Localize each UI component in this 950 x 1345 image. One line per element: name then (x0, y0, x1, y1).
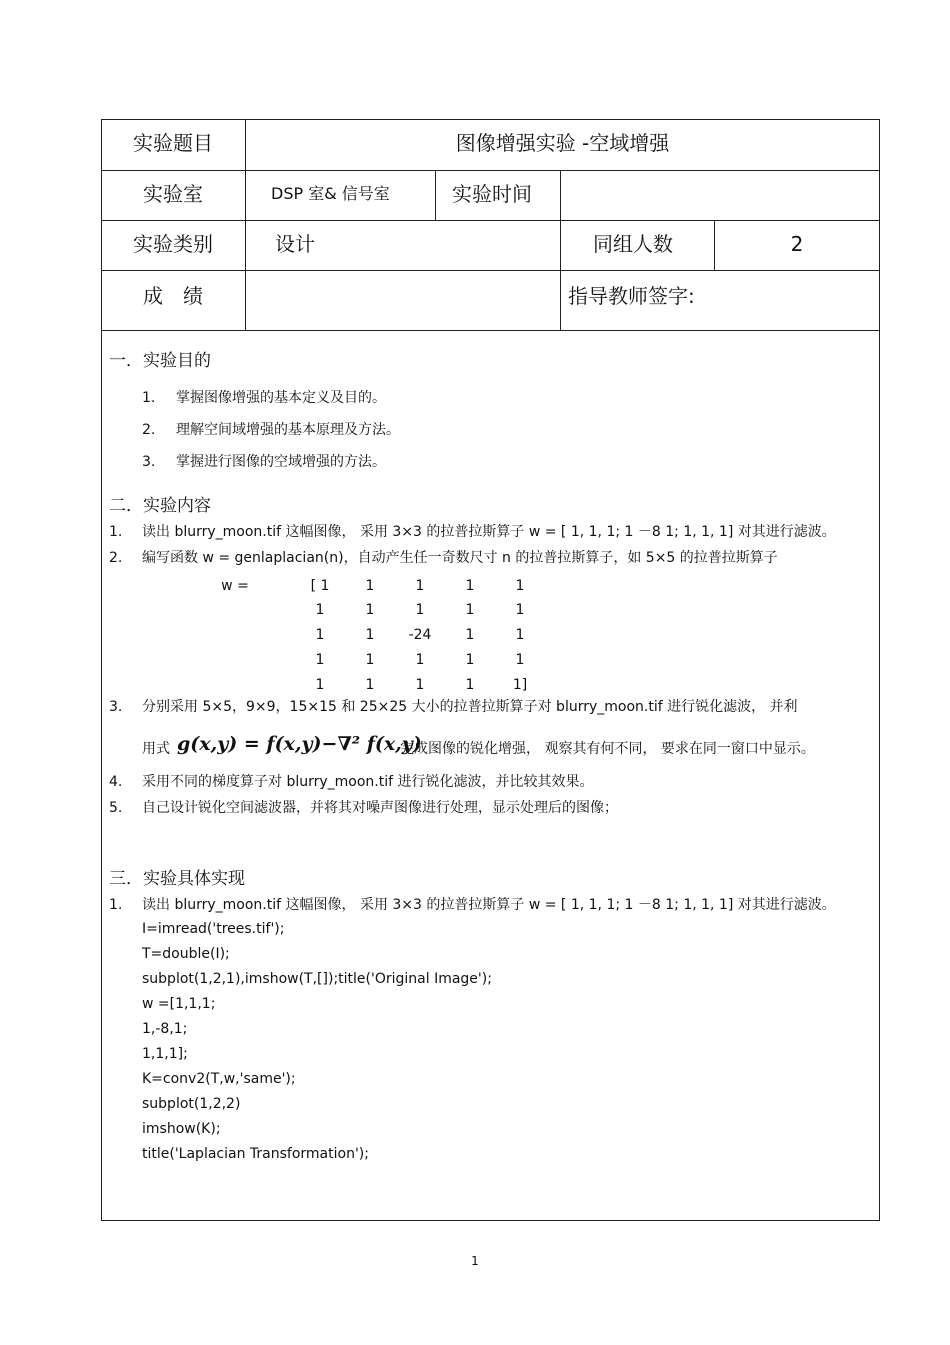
matrix-cell: 1 (415, 677, 425, 693)
matrix-cell: 1 (365, 677, 375, 693)
list-item: 理解空间域增强的基本原理及方法。 (176, 422, 400, 438)
time-label: 实验时间 (452, 182, 532, 206)
list-item-number: 1. (109, 897, 123, 913)
category-label: 实验类别 (133, 232, 213, 256)
code-line: I=imread('trees.tif'); (142, 921, 285, 937)
code-line: w =[1,1,1; (142, 996, 216, 1012)
matrix-cell: 1 (515, 627, 525, 643)
section3-heading: 三．实验具体实现 (109, 869, 245, 889)
matrix-cell: 1 (515, 652, 525, 668)
matrix-cell: 1 (465, 602, 475, 618)
matrix-cell: 1 (365, 652, 375, 668)
report-frame (101, 119, 880, 1221)
table-divider (435, 170, 436, 220)
sharpening-formula: g(x,y) = f(x,y)−∇² f(x,y) (177, 733, 422, 755)
code-line: subplot(1,2,2) (142, 1096, 241, 1112)
section2-heading: 二．实验内容 (109, 496, 211, 516)
code-line: title('Laplacian Transformation'); (142, 1146, 369, 1162)
table-divider (101, 330, 880, 331)
code-line: K=conv2(T,w,'same'); (142, 1071, 296, 1087)
group-value: 2 (790, 232, 804, 256)
matrix-cell: 1 (415, 602, 425, 618)
category-value: 设计 (275, 232, 315, 256)
code-line: T=double(I); (142, 946, 230, 962)
matrix-cell: 1 (365, 602, 375, 618)
list-item: 掌握图像增强的基本定义及目的。 (176, 390, 386, 406)
title-label: 实验题目 (133, 131, 213, 155)
grade-label: 成 绩 (143, 284, 203, 308)
matrix-cell: 1 (465, 677, 475, 693)
code-line: imshow(K); (142, 1121, 221, 1137)
section1-heading: 一．实验目的 (109, 351, 211, 371)
matrix-cell: 1 (315, 652, 325, 668)
code-line: 1,-8,1; (142, 1021, 188, 1037)
matrix-label: w = (221, 578, 249, 594)
list-item-number: 5. (109, 800, 123, 816)
matrix-cell: 1 (415, 652, 425, 668)
lab-label: 实验室 (143, 182, 203, 206)
list-item: 采用不同的梯度算子对 blurry_moon.tif 进行锐化滤波，并比较其效果。 (142, 774, 594, 790)
list-item: 读出 blurry_moon.tif 这幅图像， 采用 3×3 的拉普拉斯算子 w = [ 1, 1, 1; 1 －8 1; 1, 1, 1] 对其进行滤波。 (142, 524, 836, 540)
list-item: 自己设计锐化空间滤波器，并将其对噪声图像进行处理，显示处理后的图像； (142, 800, 618, 816)
list-item: 读出 blurry_moon.tif 这幅图像， 采用 3×3 的拉普拉斯算子 w = [ 1, 1, 1; 1 －8 1; 1, 1, 1] 对其进行滤波。 (142, 897, 836, 913)
matrix-cell: 1 (465, 652, 475, 668)
lab-value: DSP 室& 信号室 (271, 184, 390, 203)
matrix-cell: 1 (465, 627, 475, 643)
matrix-cell: 1 (365, 578, 375, 594)
list-item-number: 1. (109, 524, 123, 540)
code-line: subplot(1,2,1),imshow(T,[]);title('Original Image'); (142, 971, 492, 987)
matrix-cell: [ 1 (310, 578, 330, 594)
matrix-cell: 1 (315, 677, 325, 693)
teacher-signature-label: 指导教师签字: (568, 284, 695, 308)
list-item: 掌握进行图像的空域增强的方法。 (176, 454, 386, 470)
group-label: 同组人数 (593, 232, 673, 256)
table-divider (101, 270, 880, 271)
list-item-number: 2. (109, 550, 123, 566)
list-item-number: 3. (142, 454, 156, 470)
matrix-cell: 1 (415, 578, 425, 594)
matrix-cell: 1 (515, 602, 525, 618)
matrix-cell: -24 (408, 627, 432, 643)
list-item-continuation: 用式 (142, 741, 170, 757)
page-number: 1 (471, 1254, 479, 1268)
list-item-continuation: 完成图像的锐化增强， 观察其有何不同， 要求在同一窗口中显示。 (400, 741, 815, 757)
matrix-cell: 1 (465, 578, 475, 594)
matrix-cell: 1 (315, 627, 325, 643)
list-item-number: 2. (142, 422, 156, 438)
list-item-number: 4. (109, 774, 123, 790)
table-divider (560, 170, 561, 330)
table-divider (101, 220, 880, 221)
code-line: 1,1,1]; (142, 1046, 188, 1062)
list-item-number: 3. (109, 699, 123, 715)
matrix-cell: 1] (512, 677, 528, 693)
list-item: 分别采用 5×5，9×9，15×15 和 25×25 大小的拉普拉斯算子对 blurry_moon.tif 进行锐化滤波， 并利 (142, 699, 798, 715)
table-divider (101, 170, 880, 171)
matrix-cell: 1 (315, 602, 325, 618)
matrix-cell: 1 (515, 578, 525, 594)
list-item: 编写函数 w = genlaplacian(n)，自动产生任一奇数尺寸 n 的拉普拉斯算子，如 5×5 的拉普拉斯算子 (142, 550, 778, 566)
title-value: 图像增强实验 -空域增强 (455, 131, 670, 155)
list-item-number: 1. (142, 390, 156, 406)
matrix-cell: 1 (365, 627, 375, 643)
